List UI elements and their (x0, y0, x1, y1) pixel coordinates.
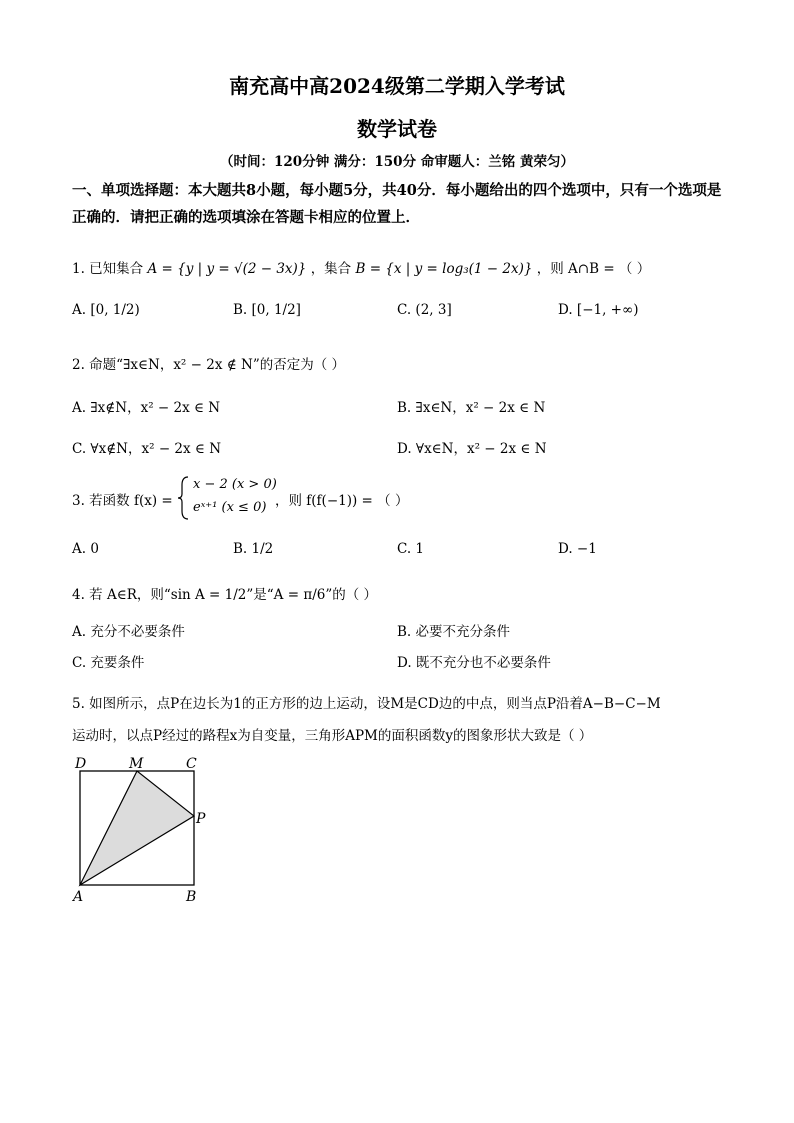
q3-option-b: B. 1/2 (233, 541, 274, 557)
exam-info: （时间：120分钟 满分：150分 命审题人：兰铭 黄荣匀） (220, 154, 574, 170)
q1-set-a: A = {y | y = √(2 − 3x)} (147, 261, 307, 277)
q2-option-c: C. ∀x∉N，x² − 2x ∈ N (72, 441, 222, 457)
question-5-line-1: 5. 如图所示，点P在边长为1的正方形的边上运动，设M是CD边的中点，则当点P沿着A−B−C−M (72, 696, 661, 712)
q4-option-b: B. 必要不充分条件 (397, 624, 511, 640)
q3-brace (176, 475, 190, 521)
q1-set-b: B = {x | y = log₃(1 − 2x)} (355, 261, 533, 277)
label-a: A (73, 889, 84, 905)
q3-case-1: x − 2 (x > 0) (193, 477, 277, 492)
q2-option-b: B. ∃x∈N，x² − 2x ∈ N (397, 400, 546, 416)
q2-option-a: A. ∃x∉N，x² − 2x ∈ N (72, 400, 221, 416)
question-4-stem: 4. 若 A∈R，则“sin A = 1/2”是“A = π/6”的（ ） (72, 587, 378, 603)
q1-option-c: C. (2, 3] (397, 302, 452, 318)
triangle-apm (80, 771, 194, 885)
label-p: P (196, 811, 206, 827)
q1-option-d: D. [−1, +∞) (558, 302, 639, 318)
q5-square-figure (70, 754, 215, 906)
q4-option-c: C. 充要条件 (72, 655, 145, 671)
question-1-stem (72, 257, 650, 277)
q3-option-a: A. 0 (72, 541, 99, 557)
q1-prefix: 1. 已知集合 (72, 261, 144, 277)
q2-option-d: D. ∀x∈N，x² − 2x ∈ N (397, 441, 547, 457)
q4-option-d: D. 既不充分也不必要条件 (397, 655, 551, 671)
q3-option-d: D. −1 (558, 541, 597, 557)
label-b: B (186, 889, 197, 905)
label-c: C (186, 756, 197, 772)
q3-case-2: eˣ⁺¹ (x ≤ 0) (193, 500, 267, 515)
label-d: D (75, 756, 87, 772)
question-3-prefix: 3. 若函数 f(x) = (72, 493, 173, 509)
q1-option-b: B. [0, 1/2] (233, 302, 301, 318)
exam-title: 南充高中高2024级第二学期入学考试 (229, 74, 565, 98)
q4-option-a: A. 充分不必要条件 (72, 624, 185, 640)
q3-option-c: C. 1 (397, 541, 425, 557)
exam-subtitle: 数学试卷 (357, 117, 437, 141)
q1-suffix: ，则 A∩B = （ ） (536, 261, 651, 277)
label-m: M (129, 756, 144, 772)
section-heading: 一、单项选择题：本大题共8小题，每小题5分，共40分．每小题给出的四个选项中，只有一个选项是正确的．请把正确的选项填涂在答题卡相应的位置上． (72, 182, 722, 226)
q1-option-a: A. [0, 1/2) (72, 302, 140, 318)
q3-suffix: ，则 f(f(−1)) = （ ） (275, 493, 409, 509)
question-2-stem: 2. 命题“∃x∈N，x² − 2x ∉ N”的否定为（ ） (72, 357, 346, 373)
q1-mid: ，集合 (310, 261, 352, 277)
question-5-line-2: 运动时，以点P经过的路程x为自变量，三角形APM的面积函数y的图象形状大致是（ ） (72, 728, 593, 744)
